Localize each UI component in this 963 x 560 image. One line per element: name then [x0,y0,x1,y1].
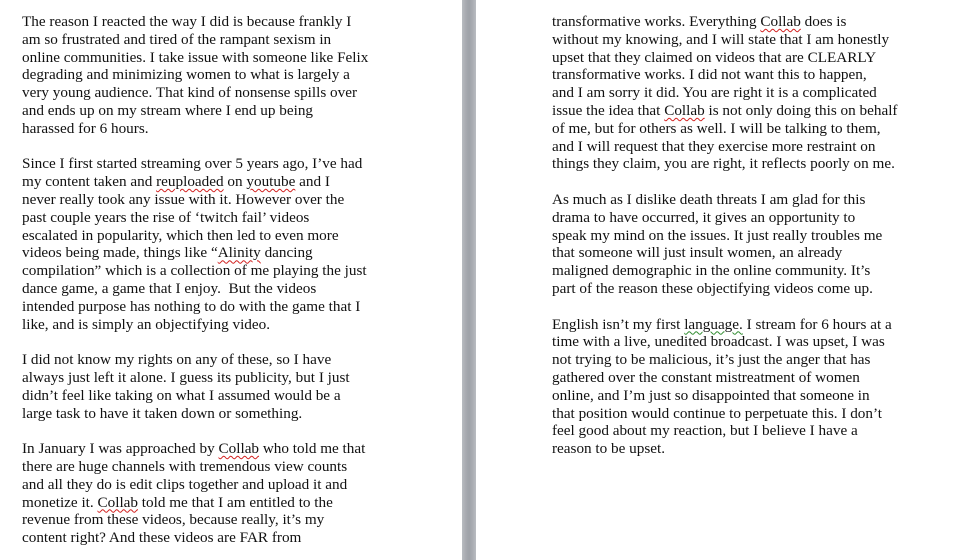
text-run: time with a live, unedited broadcast. I was upset, I was [552,333,885,351]
text-run: didn’t feel like taking on what I assumed would be a [22,386,341,404]
left-paragraph-2 [22,155,402,333]
text-run: dancing [260,244,313,262]
text-line [22,298,402,316]
text-run: part of the reason these objectifying videos come up. [552,279,873,297]
text-run: and ends up on my stream where I end up being [22,101,314,119]
text-run: online communities. I take issue with someone like Felix [22,48,369,66]
text-line [552,387,922,405]
text-run: and I will request that they exercise more restraint on [552,137,876,155]
text-run: who told me that [259,440,366,458]
text-line [22,191,402,209]
text-run: reason to be upset. [552,440,666,458]
text-run: and all they do is edit clips together and upload it and [22,475,348,493]
text-line [552,66,922,84]
paragraph-gap [22,138,402,156]
text-run: monetize it. [22,493,98,511]
text-line [552,422,922,440]
page-divider [462,0,476,560]
text-run: drama to have occurred, it gives an opportunity to [552,208,856,226]
text-line [552,120,922,138]
text-run: that position would continue to perpetuate this. I don’t [552,404,882,422]
left-paragraph-4 [22,440,402,547]
text-run: revenue from these videos, because really, it’s my [22,511,325,529]
text-line [22,66,402,84]
text-run: English isn’t my first [552,315,685,333]
misspelled-word: Alinity [217,244,261,262]
text-run: I did not know my rights on any of these, so I have [22,351,332,369]
text-run: is not only doing this on behalf [704,101,898,119]
text-run: escalated in popularity, which then led to even more [22,226,339,244]
text-line [552,244,922,262]
text-line [552,369,922,387]
text-line [22,351,402,369]
text-run: Since I first started streaming over 5 years ago, I’ve had [22,155,363,173]
text-line [552,84,922,102]
paragraph-gap [552,173,922,191]
text-line [22,102,402,120]
text-run: videos being made, things like “ [22,244,218,262]
text-line [552,31,922,49]
text-line [22,494,402,512]
text-run: on [223,173,247,191]
text-run: that someone will just insult women, an already [552,244,843,262]
text-line [22,244,402,262]
text-run: gathered over the constant mistreatment of women [552,368,860,386]
text-run: never really took any issue with it. However over the [22,190,345,208]
text-run: transformative works. I did not want this to happen, [552,66,867,84]
text-line [552,262,922,280]
text-run: like, and is simply an objectifying video. [22,315,271,333]
paragraph-gap [552,298,922,316]
text-line [22,227,402,245]
text-run: large task to have it taken down or something. [22,404,303,422]
text-run: upset that they claimed on videos that are CLEARLY [552,48,877,66]
text-line [552,316,922,334]
text-run: things they claim, you are right, it reflects poorly on me. [552,155,895,173]
text-line [552,227,922,245]
right-paragraph-1 [552,13,922,173]
left-paragraph-1 [22,13,402,138]
right-page-text [552,13,922,458]
text-run: there are huge channels with tremendous view counts [22,457,348,475]
text-run: intended purpose has nothing to do with the game that I [22,297,361,315]
text-line [552,351,922,369]
text-line [22,476,402,494]
text-line [22,440,402,458]
text-run: maligned demographic in the online community. It’s [552,262,871,280]
text-line [552,49,922,67]
text-run: issue the idea that [552,101,665,119]
text-run: speak my mind on the issues. It just really troubles me [552,226,883,244]
text-run: In January I was approached by [22,440,219,458]
text-line [22,173,402,191]
text-run: am so frustrated and tired of the rampant sexism in [22,30,332,48]
text-run: my content taken and [22,173,157,191]
text-line [552,155,922,173]
text-run: The reason I reacted the way I did is because frankly I [22,13,352,30]
text-run: degrading and minimizing women to what is largely a [22,66,350,84]
text-run: harassed for 6 hours. [22,119,149,137]
left-paragraph-3 [22,351,402,422]
text-run: past couple years the rise of ‘twitch fail’ videos [22,208,310,226]
misspelled-word: youtube [246,173,296,191]
text-line [552,440,922,458]
text-run: does is [800,13,847,30]
misspelled-word: Collab [218,440,260,458]
right-paragraph-2 [552,191,922,298]
text-run: and I [295,173,330,191]
text-run: online, and I’m just so disappointed that someone in [552,386,870,404]
text-line [22,387,402,405]
paragraph-gap [22,422,402,440]
paragraph-gap [22,333,402,351]
text-run: very young audience. That kind of nonsense spills over [22,84,358,102]
left-page-text [22,13,402,547]
text-line [552,138,922,156]
text-line [552,13,922,31]
text-run: told me that I am entitled to the [138,493,333,511]
text-line [22,49,402,67]
text-run: always just left it alone. I guess its publicity, but I just [22,368,350,386]
text-line [22,209,402,227]
text-line [22,529,402,547]
misspelled-word: Collab [760,13,801,30]
misspelled-word: Collab [664,101,705,119]
misspelled-word: Collab [97,493,138,511]
text-line [22,405,402,423]
text-line [22,120,402,138]
text-line [22,511,402,529]
text-run: of me, but for others as well. I will be talking to them, [552,119,881,137]
text-line [22,13,402,31]
text-run: dance game, a game that I enjoy. But the videos [22,279,317,297]
text-line [552,333,922,351]
text-line [552,209,922,227]
text-line [552,191,922,209]
right-paragraph-3 [552,316,922,458]
text-run: I stream for 6 hours at a [742,315,892,333]
text-line [22,155,402,173]
text-line [22,458,402,476]
text-run: content right? And these videos are FAR from [22,529,302,547]
text-line [22,316,402,334]
misspelled-word: reuploaded [156,173,224,191]
text-line [552,405,922,423]
grammar-flagged-word: language. [684,315,743,333]
text-run: feel good about my reaction, but I believe I have a [552,422,858,440]
text-run: without my knowing, and I will state that I am honestly [552,30,890,48]
text-run: As much as I dislike death threats I am glad for this [552,190,866,208]
text-line [22,262,402,280]
text-line [22,31,402,49]
text-line [552,102,922,120]
text-line [22,369,402,387]
text-run: transformative works. Everything [552,13,761,30]
text-run: not trying to be malicious, it’s just the anger that has [552,351,871,369]
text-line [552,280,922,298]
text-line [22,84,402,102]
text-line [22,280,402,298]
text-run: and I am sorry it did. You are right it is a complicated [552,84,877,102]
text-run: compilation” which is a collection of me playing the just [22,262,367,280]
